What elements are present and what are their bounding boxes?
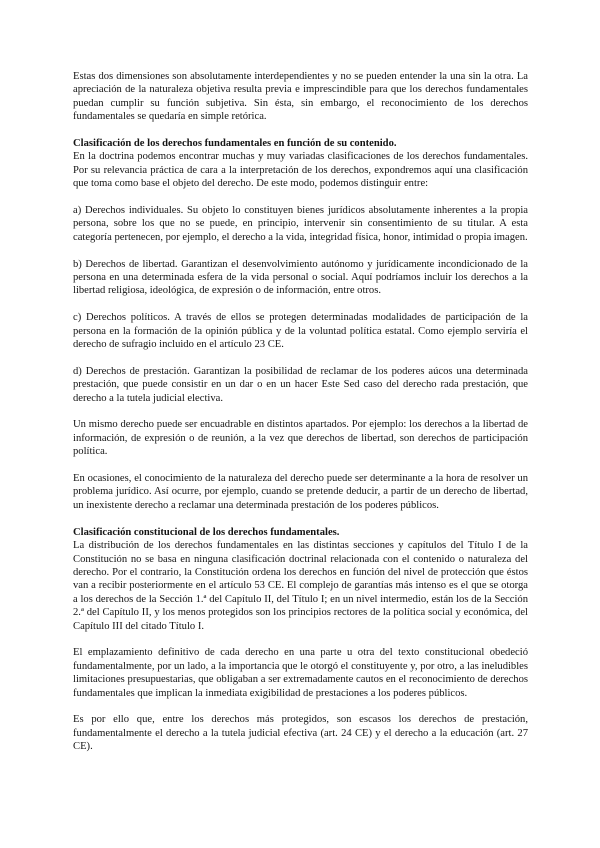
section-heading-content-classification: Clasificación de los derechos fundamentales en función de su contenido. (73, 138, 397, 150)
list-item-liberty-rights: b) Derechos de libertad. Garantizan el desenvolvimiento autónomo y jurídicamente incondicionado de la persona en una determinada esfera de la vida personal o social. Aquí podríamos incluir los derechos a la libertad religiosa, ideológica, de expresión o de información, entre otros. (73, 258, 528, 297)
location-paragraph: El emplazamiento definitivo de cada derecho en una parte u otra del texto constitucional obedeció fundamentalmente, por un lado, a la importancia que le otorgó el constituyente y, por otro, a las ineludibles limitaciones presupuestarias, que obligaban a ser extremadamente cautos en el reconocimiento de derechos fundamentales que implican la inmediata exigibilidad de prestaciones a los poderes públicos. (73, 647, 528, 699)
section-content-classification (73, 137, 528, 512)
section-constitutional-classification (73, 526, 528, 754)
section1-lead-paragraph: En la doctrina podemos encontrar muchas y muy variadas clasificaciones de los derechos fundamentales. Por su relevancia práctica de cara a la interpretación de los derechos, expondremos aquí una clasificación que toma como base el objeto del derecho. De este modo, podemos distinguir entre: (73, 151, 528, 190)
section2-lead-paragraph: La distribución de los derechos fundamentales en las distintas secciones y capítulos del Título I de la Constitución no se basa en ninguna clasificación doctrinal relacionada con el contenido o naturaleza del derecho. Por el contrario, la Constitución ordena los derechos en función del nivel de protección que éstos van a recibir posteriormente en el artículo 53 CE. El complejo de garantías más intenso es el que se otorga a los derechos de la Sección 1.ª del Capítulo II, del Título I; en un nivel intermedio, están los de la Sección 2.ª del Capítulo II, y los menos protegidos son los principios rectores de la política social y económica, del Capítulo III del citado Título I. (73, 540, 528, 632)
section-heading-constitutional-classification: Clasificación constitucional de los derechos fundamentales. (73, 526, 340, 538)
list-item-individual-rights: a) Derechos individuales. Su objeto lo constituyen bienes jurídicos absolutamente inherentes a la propia persona, sobre los que no se puede, en principio, intervenir sin consentimiento de su titular. A esta categoría pertenecen, por ejemplo, el derecho a la vida, integridad física, honor, intimidad o propia imagen. (73, 205, 528, 243)
occasions-paragraph: En ocasiones, el conocimiento de la naturaleza del derecho puede ser determinante a la hora de resolver un problema jurídico. Así ocurre, por ejemplo, cuando se pretende deducir, a partir de un derecho de libertad, un inexistente derecho a reclamar una determinada prestación de los poderes públicos. (73, 473, 528, 511)
mixed-rights-paragraph: Un mismo derecho puede ser encuadrable en distintos apartados. Por ejemplo: los derechos a la libertad de información, de expresión o de reunión, a la vez que derechos de libertad, son derechos de participación política. (73, 419, 528, 458)
conclusion-paragraph: Es por ello que, entre los derechos más protegidos, son escasos los derechos de prestación, fundamentalmente el derecho a la tutela judicial efectiva (art. 24 CE) y el derecho a la educación (art. 27 CE). (73, 714, 528, 753)
intro-paragraph: Estas dos dimensiones son absolutamente interdependientes y no se pueden entender la una sin la otra. La apreciación de la naturaleza objetiva resulta previa e imprescindible para que los derechos fundamentales puedan cumplir su función subjetiva. Sin ésta, sin embargo, el reconocimiento de los derechos fundamentales se quedaría en simple retórica. (73, 71, 528, 123)
list-item-political-rights: c) Derechos políticos. A través de ellos se protegen determinadas modalidades de participación de la persona en la formación de la opinión pública y de la voluntad política estatal. Como ejemplo serviría el derecho de sufragio incluido en el artículo 23 CE. (73, 312, 528, 351)
list-item-benefit-rights: d) Derechos de prestación. Garantizan la posibilidad de reclamar de los poderes aúcos una determinada prestación, que puede consistir en un dar o en un hacer Este Sed caso del derecho rada prestación, que derecho a la tutela judicial electiva. (73, 365, 528, 404)
